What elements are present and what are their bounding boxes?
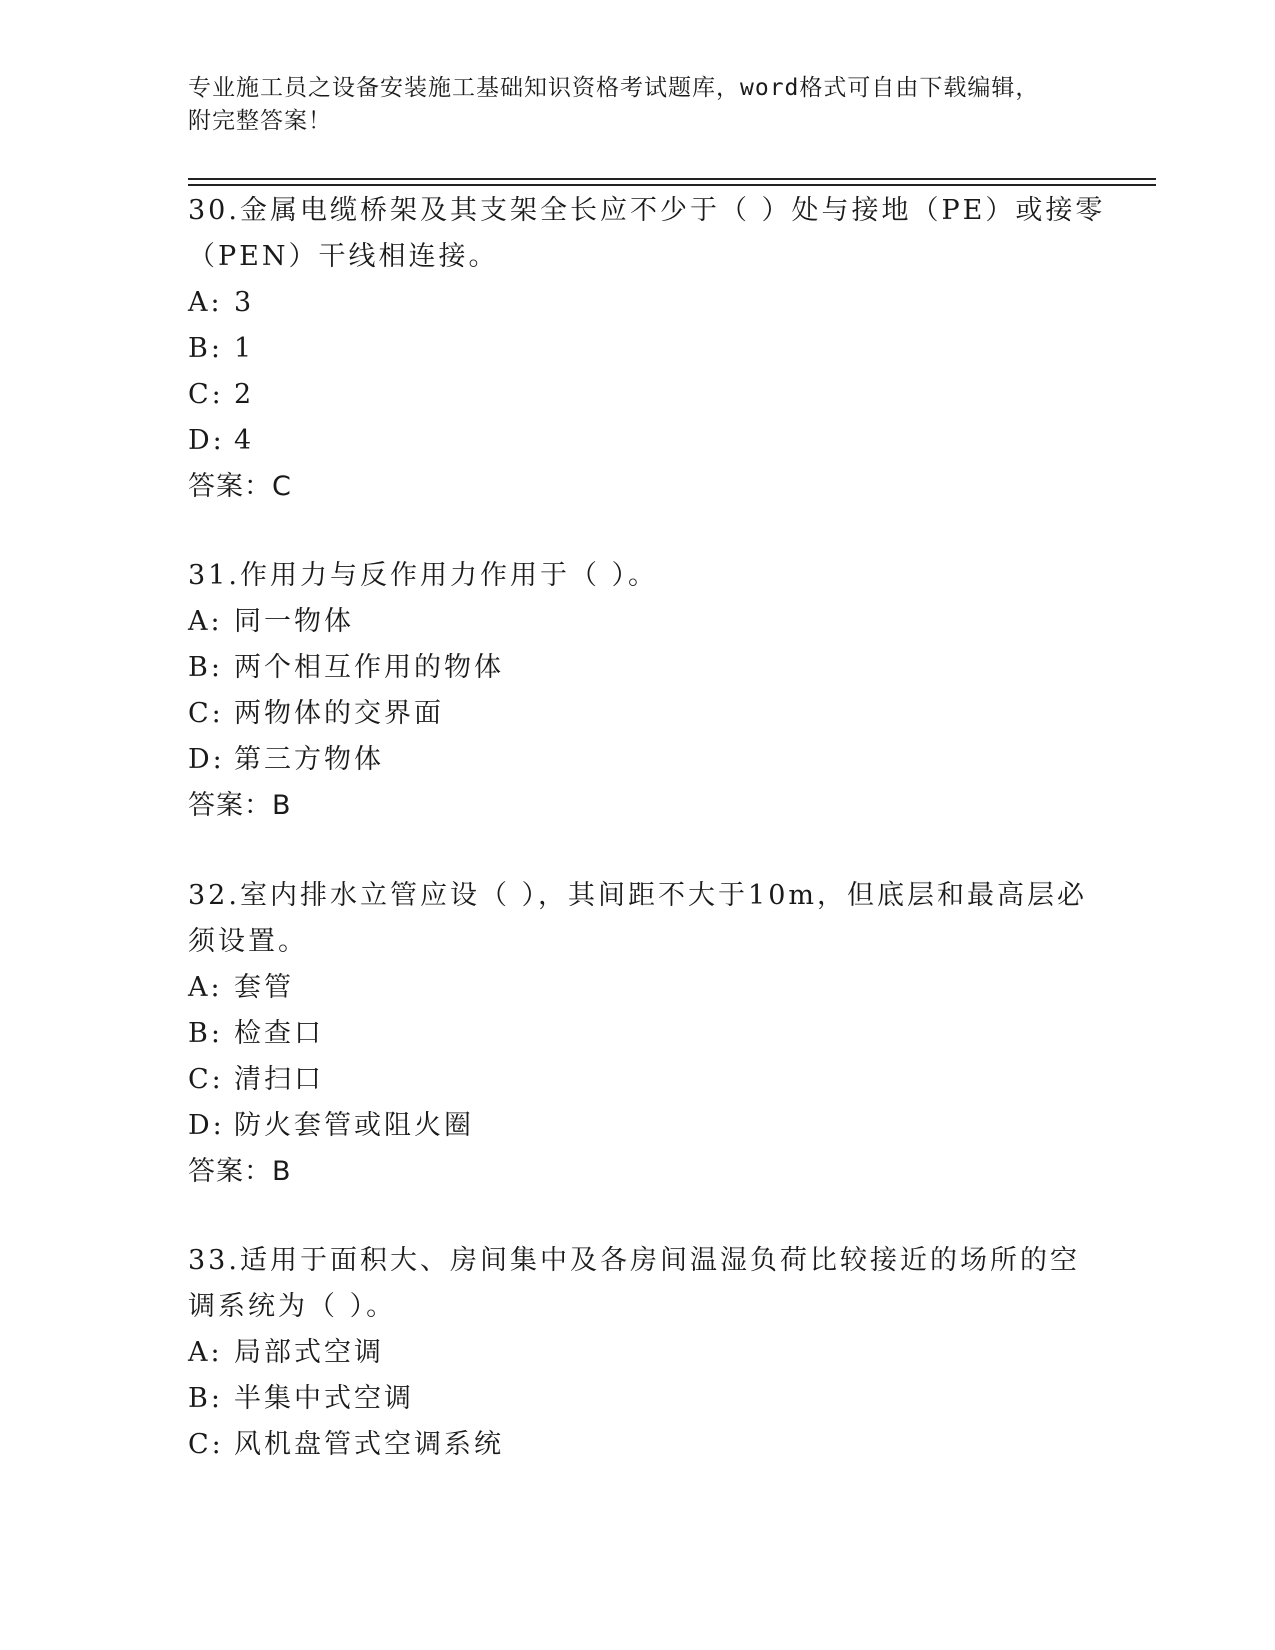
option-key: C: (188, 1429, 224, 1460)
option-c (188, 1422, 1108, 1468)
header-divider-top (188, 178, 1156, 180)
option-text: 检查口 (234, 1018, 324, 1049)
option-key: A: (188, 287, 223, 318)
option-b (188, 326, 1108, 372)
question-31 (188, 553, 1108, 829)
option-d (188, 1103, 1108, 1149)
option-d (188, 418, 1108, 464)
answer-line: 答案：B (188, 790, 292, 821)
question-stem: 32.室内排水立管应设（ ），其间距不大于10m，但底层和最高层必须设置。 (188, 880, 1087, 957)
option-key: B: (188, 333, 223, 364)
option-b (188, 1011, 1108, 1057)
option-key: A: (188, 606, 223, 637)
option-text: 两个相互作用的物体 (234, 652, 504, 683)
option-c (188, 1057, 1108, 1103)
header-line-1: 专业施工员之设备安装施工基础知识资格考试题库，word格式可自由下载编辑， (188, 75, 1040, 101)
answer-line: 答案：C (188, 471, 292, 502)
option-key: B: (188, 1018, 223, 1049)
question-stem: 31.作用力与反作用力作用于（ ）。 (188, 560, 659, 591)
option-text: 4 (234, 425, 255, 456)
option-key: D: (188, 425, 225, 456)
document-header (188, 72, 1088, 138)
option-key: C: (188, 379, 224, 410)
question-stem: 30.金属电缆桥架及其支架全长应不少于（ ）处与接地（PE）或接零（PEN）干线相连接。 (188, 195, 1106, 272)
header-divider-bottom (188, 184, 1156, 186)
option-d (188, 737, 1108, 783)
option-text: 3 (234, 287, 255, 318)
option-a (188, 1330, 1108, 1376)
option-text: 第三方物体 (234, 744, 384, 775)
option-b (188, 1376, 1108, 1422)
question-30 (188, 188, 1108, 510)
option-text: 局部式空调 (234, 1337, 384, 1368)
option-text: 防火套管或阻火圈 (234, 1110, 474, 1141)
option-b (188, 645, 1108, 691)
option-key: A: (188, 972, 223, 1003)
option-text: 2 (234, 379, 255, 410)
option-text: 同一物体 (234, 606, 354, 637)
option-a (188, 599, 1108, 645)
option-text: 套管 (234, 972, 294, 1003)
option-text: 1 (234, 333, 255, 364)
option-a (188, 965, 1108, 1011)
option-text: 两物体的交界面 (234, 698, 444, 729)
option-key: D: (188, 744, 225, 775)
option-c (188, 691, 1108, 737)
answer-line: 答案：B (188, 1156, 292, 1187)
option-key: C: (188, 1064, 224, 1095)
question-33 (188, 1238, 1108, 1468)
option-key: B: (188, 1383, 223, 1414)
option-key: B: (188, 652, 223, 683)
question-stem: 33.适用于面积大、房间集中及各房间温湿负荷比较接近的场所的空调系统为（ ）。 (188, 1245, 1080, 1322)
option-key: A: (188, 1337, 223, 1368)
option-c (188, 372, 1108, 418)
option-text: 风机盘管式空调系统 (234, 1429, 504, 1460)
option-key: C: (188, 698, 224, 729)
option-text: 清扫口 (234, 1064, 324, 1095)
option-a (188, 280, 1108, 326)
header-line-2: 附完整答案！ (188, 108, 332, 134)
option-text: 半集中式空调 (234, 1383, 414, 1414)
question-32 (188, 873, 1108, 1195)
option-key: D: (188, 1110, 225, 1141)
